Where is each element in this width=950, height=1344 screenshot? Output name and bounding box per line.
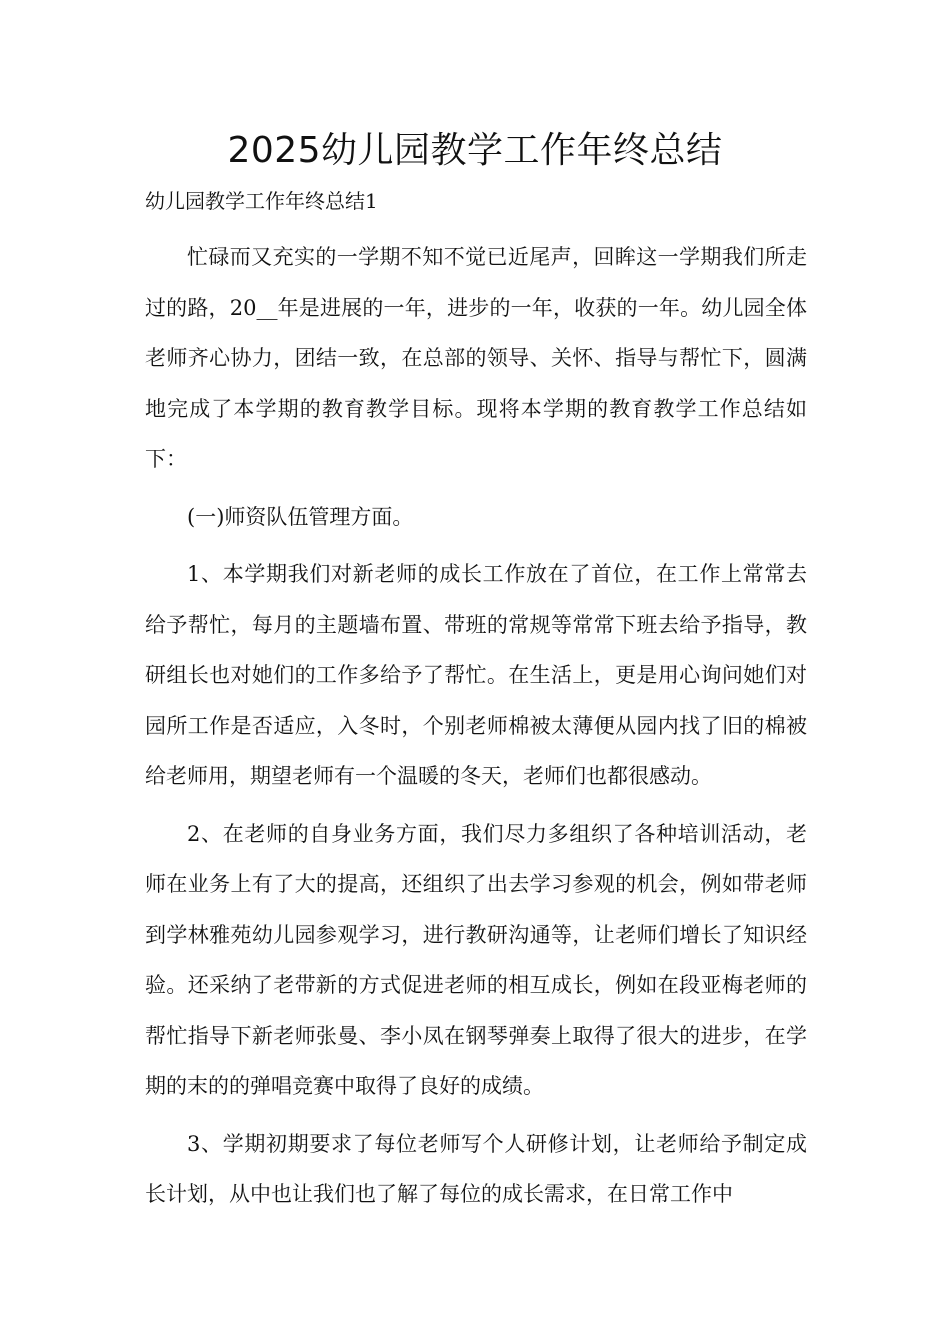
paragraph-item-2: 2、在老师的自身业务方面，我们尽力多组织了各种培训活动，老师在业务上有了大的提高，还组织了出去学习参观的机会，例如带老师到学林雅苑幼儿园参观学习，进行教研沟通等，让老师们增长了知识经验。还采纳了老带新的方式促进老师的相互成长，例如在段亚梅老师的帮忙指导下新老师张曼、李小凤在钢琴弹奏上取得了很大的进步，在学期的末的的弹唱竞赛中取得了良好的成绩。 bbox=[145, 821, 807, 1098]
document-subtitle: 幼儿园教学工作年终总结1 bbox=[145, 189, 378, 213]
paragraph-intro: 忙碌而又充实的一学期不知不觉已近尾声，回眸这一学期我们所走过的路，20__年是进展的一年，进步的一年，收获的一年。幼儿园全体老师齐心协力，团结一致，在总部的领导、关怀、指导与帮忙下，圆满地完成了本学期的教育教学目标。现将本学期的教育教学工作总结如下： bbox=[145, 245, 807, 471]
paragraph-item-1: 1、本学期我们对新老师的成长工作放在了首位，在工作上常常去给予帮忙，每月的主题墙布置、带班的常规等常常下班去给予指导，教研组长也对她们的工作多给予了帮忙。在生活上，更是用心询问她们对园所工作是否适应，入冬时，个别老师棉被太薄便从园内找了旧的棉被给老师用，期望老师有一个温暖的冬天，老师们也都很感动。 bbox=[145, 562, 807, 788]
document-body bbox=[145, 232, 807, 1227]
document-title: 2025幼儿园教学工作年终总结 bbox=[227, 130, 723, 171]
paragraph-item-3: 3、学期初期要求了每位老师写个人研修计划，让老师给予制定成长计划，从中也让我们也了解了每位的成长需求，在日常工作中 bbox=[145, 1131, 807, 1206]
paragraph-section-heading: (一)师资队伍管理方面。 bbox=[187, 504, 414, 529]
